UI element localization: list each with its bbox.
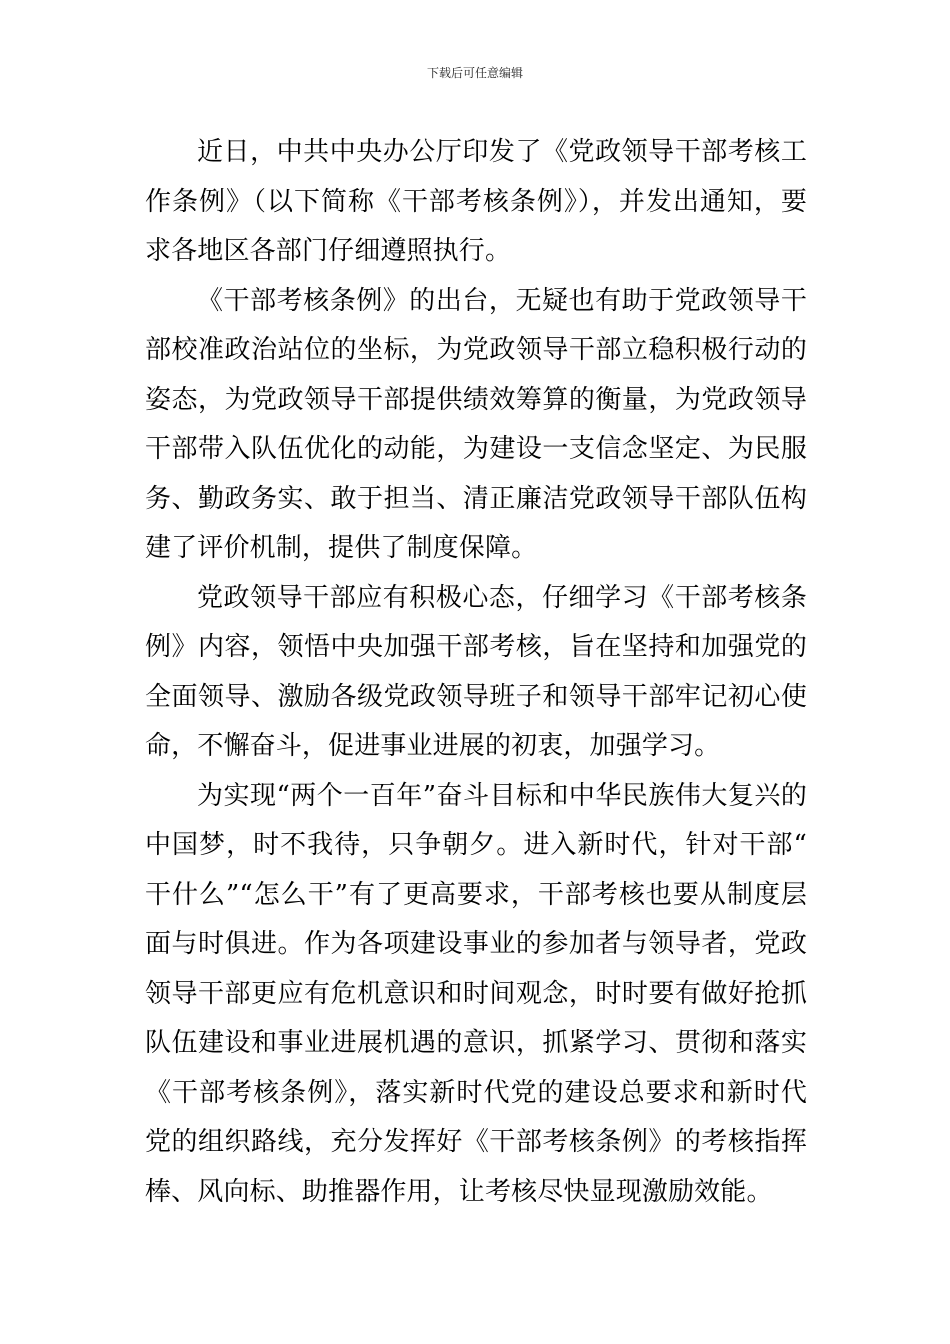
page-header-note: 下载后可任意编辑	[426, 66, 523, 80]
paragraph-4: 为实现“两个一百年”奋斗目标和中华民族伟大复兴的中国梦，时不我待，只争朝夕。进入新时代，针对干部“干什么”“怎么干”有了更高要求，干部考核也要从制度层面与时俱进。作为各项建设事业的参加者与领导者，党政领导干部更应有危机意识和时间观念，时时要有做好抢抓队伍建设和事业进展机遇的意识，抓紧学习、贯彻和落实《干部考核条例》，落实新时代党的建设总要求和新时代党的组织路线，充分发挥好《干部考核条例》的考核指挥棒、风向标、助推器作用，让考核尽快显现激励效能。	[145, 780, 807, 1207]
paragraph-2: 《干部考核条例》的出台，无疑也有助于党政领导干部校准政治站位的坐标，为党政领导干部立稳积极行动的姿态，为党政领导干部提供绩效筹算的衡量，为党政领导干部带入队伍优化的动能，为建设一支信念坚定、为民服务、勤政务实、敢于担当、清正廉洁党政领导干部队伍构建了评价机制，提供了制度保障。	[145, 285, 807, 563]
paragraph-3: 党政领导干部应有积极心态，仔细学习《干部考核条例》内容，领悟中央加强干部考核，旨在坚持和加强党的全面领导、激励各级党政领导班子和领导干部牢记初心使命，不懈奋斗，促进事业进展的初衷，加强学习。	[145, 582, 807, 761]
document-body	[145, 128, 807, 1217]
paragraph-1: 近日，中共中央办公厅印发了《党政领导干部考核工作条例》（以下简称《干部考核条例》），并发出通知，要求各地区各部门仔细遵照执行。	[145, 137, 807, 266]
